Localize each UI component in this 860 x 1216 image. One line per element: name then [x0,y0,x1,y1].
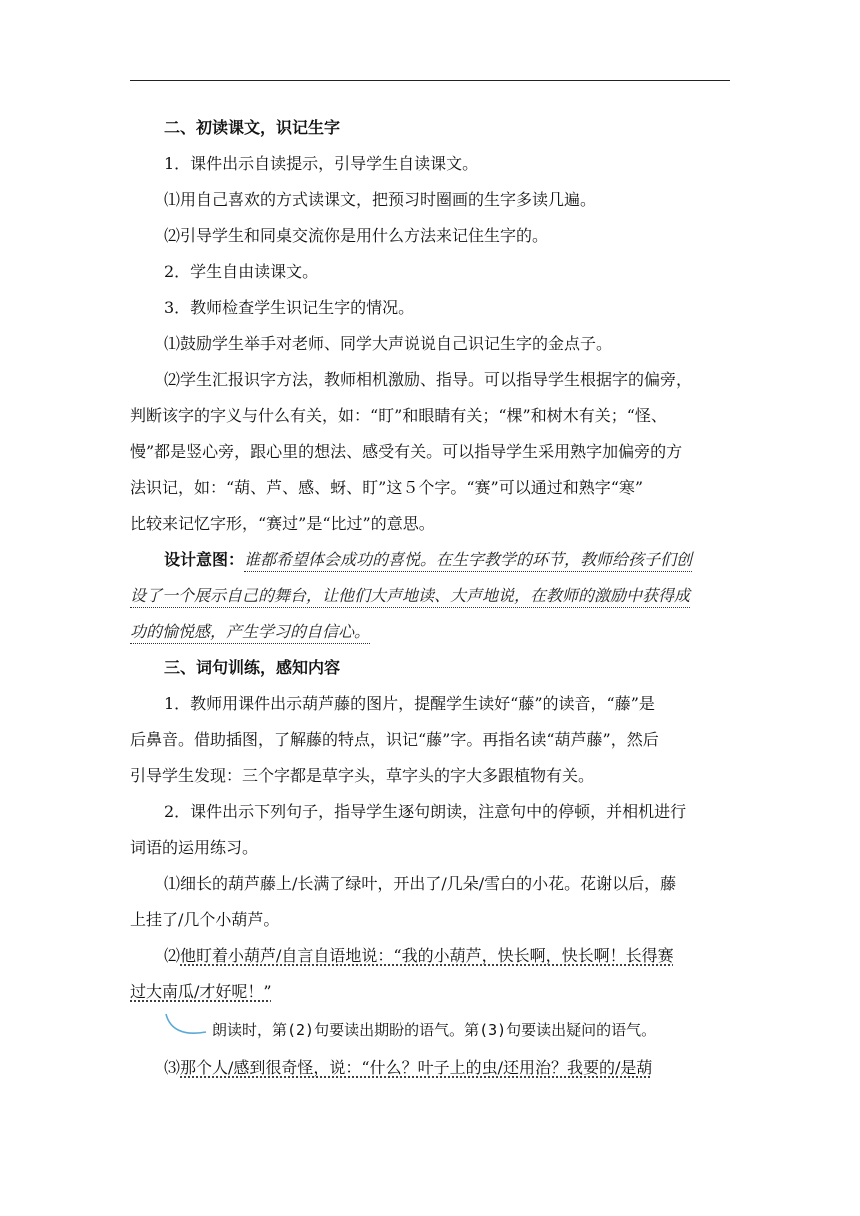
design-intent-line [130,578,730,614]
paragraph: 后鼻音。借助插图，了解藤的特点，识记“藤”字。再指名读“葫芦藤”，然后 [130,730,659,749]
sentence-number: ⑶ [164,1058,181,1077]
design-intent-text: 设了一个展示自己的舞台，让他们大声地读、大声地说，在教师的激励中获得成 [130,586,690,608]
design-intent-label: 设计意图： [164,550,245,569]
sentence-2 [130,938,730,974]
paragraph: 1．教师用课件出示葫芦藤的图片，提醒学生读好“藤”的读音，“藤”是 [164,694,655,713]
design-intent-text: 谁都希望体会成功的喜悦。在生字教学的环节，教师给孩子们创 [244,550,692,572]
page-body [130,110,730,1086]
paragraph: 2．课件出示下列句子，指导学生逐句朗读，注意句中的停顿，并相机进行 [164,802,687,821]
reading-note [130,1010,730,1050]
annotation-arrow-icon [164,1010,208,1038]
paragraph: ⑵学生汇报识字方法，教师相机激励、指导。可以指导学生根据字的偏旁， [164,370,693,389]
paragraph: 比较来记忆字形，“赛过”是“比过”的意思。 [130,514,435,533]
sentence-1: 上挂了/几个小葫芦。 [130,910,280,929]
reading-note-text: 朗读时，第(2)句要读出期盼的语气。第(3)句要读出疑问的语气。 [212,1021,657,1039]
design-intent-line [130,614,730,650]
sentence-number: ⑵ [164,946,181,965]
paragraph: 词语的运用练习。 [130,838,259,857]
paragraph: 判断该字的字义与什么有关，如：“盯”和眼睛有关；“棵”和树木有关；“怪、 [130,406,667,425]
paragraph: ⑵引导学生和同桌交流你是用什么方法来记住生字的。 [164,226,549,245]
section-heading-3: 三、词句训练，感知内容 [164,658,341,677]
sentence-text: 那个人/感到很奇怪，说：“什么？叶子上的虫/还用治？我要的/是葫 [180,1058,653,1077]
sentence-2 [130,974,730,1010]
sentence-text: 他盯着小葫芦/自言自语地说：“我的小葫芦，快长啊，快长啊！长得赛 [180,946,674,965]
sentence-1: ⑴细长的葫芦藤上/长满了绿叶，开出了/几朵/雪白的小花。花谢以后，藤 [164,874,677,893]
design-intent [130,542,730,578]
sentence-text: 过大南瓜/才好呢！” [130,982,272,1001]
design-intent-text: 功的愉悦感，产生学习的自信心。 [130,622,370,644]
paragraph: 引导学生发现：三个字都是草字头，草字头的字大多跟植物有关。 [130,766,595,785]
paragraph: 慢”都是竖心旁，跟心里的想法、感受有关。可以指导学生采用熟字加偏旁的方 [130,442,683,461]
section-heading-2: 二、初读课文，识记生字 [164,118,341,137]
header-rule [130,80,730,81]
paragraph: 法识记，如：“葫、芦、感、蚜、盯”这５个字。“赛”可以通过和熟字“寒” [130,478,644,497]
sentence-3 [130,1050,730,1086]
paragraph: 2．学生自由读课文。 [164,262,319,281]
paragraph: 1．课件出示自读提示，引导学生自读课文。 [164,154,479,173]
paragraph: ⑴鼓励学生举手对老师、同学大声说说自己识记生字的金点子。 [164,334,613,353]
paragraph: ⑴用自己喜欢的方式读课文，把预习时圈画的生字多读几遍。 [164,190,597,209]
paragraph: 3．教师检查学生识记生字的情况。 [164,298,415,317]
